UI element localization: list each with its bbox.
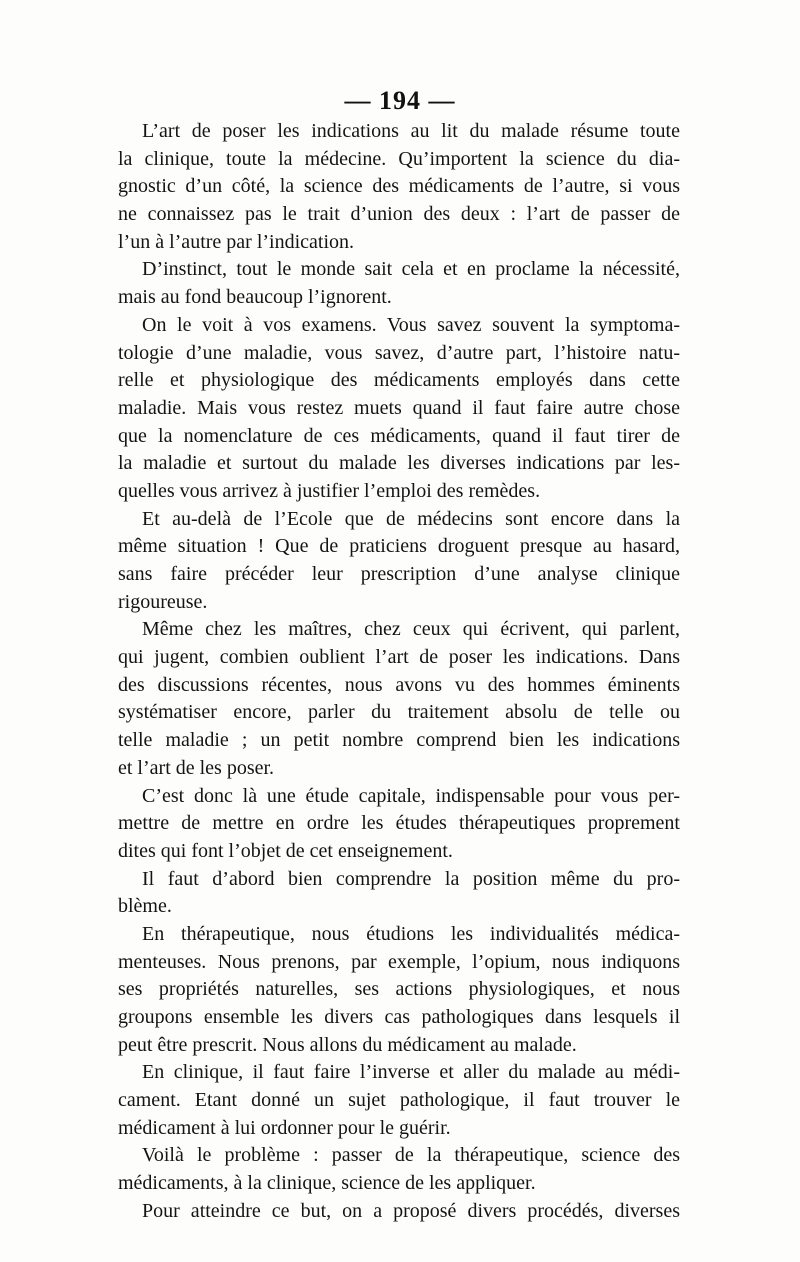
text-line: dites qui font l’objet de cet enseignement.: [118, 839, 453, 862]
text-line: ses propriétés naturelles, ses actions physiologiques, et nous: [118, 978, 680, 1001]
body-text: [118, 118, 680, 1226]
text-line: même situation ! Que de praticiens droguent presque au hasard,: [118, 535, 680, 558]
text-line: médicament à lui ordonner pour le guérir.: [118, 1116, 451, 1139]
text-line: En thérapeutique, nous étudions les individualités médica-: [142, 922, 680, 945]
text-line: mettre de mettre en ordre les études thérapeutiques proprement: [118, 812, 680, 835]
text-line: rigoureuse.: [118, 590, 208, 613]
text-line: menteuses. Nous prenons, par exemple, l’opium, nous indiquons: [118, 950, 680, 973]
text-line: D’instinct, tout le monde sait cela et en proclame la nécessité,: [142, 258, 680, 281]
text-line: groupons ensemble les divers cas pathologiques dans lesquels il: [118, 1006, 680, 1028]
page-number: — 194 —: [344, 86, 456, 115]
text-line: quelles vous arrivez à justifier l’emploi des remèdes.: [118, 479, 541, 502]
text-line: Il faut d’abord bien comprendre la position même du pro-: [142, 867, 680, 890]
text-line: et l’art de les poser.: [118, 756, 275, 779]
text-line: C’est donc là une étude capitale, indispensable pour vous per-: [142, 784, 680, 807]
text-line: systématiser encore, parler du traitement absolu de telle ou: [118, 701, 680, 724]
text-line: blème.: [118, 895, 172, 918]
text-line: l’un à l’autre par l’indication.: [118, 230, 355, 253]
text-line: gnostic d’un côté, la science des médicaments de l’autre, si vous: [118, 175, 680, 198]
text-line: maladie. Mais vous restez muets quand il faut faire autre chose: [118, 396, 680, 419]
text-line: tologie d’une maladie, vous savez, d’autre part, l’histoire natu-: [118, 341, 680, 364]
text-line: Voilà le problème : passer de la thérapeutique, science des: [142, 1144, 680, 1167]
text-line: On le voit à vos examens. Vous savez souvent la symptoma-: [142, 313, 680, 336]
text-line: des discussions récentes, nous avons vu des hommes éminents: [118, 673, 680, 696]
text-line: Pour atteindre ce but, on a proposé divers procédés, diverses: [142, 1199, 680, 1222]
text-line: telle maladie ; un petit nombre comprend bien les indications: [118, 729, 680, 752]
text-line: la clinique, toute la médecine. Qu’importent la science du dia-: [118, 147, 680, 170]
text-line: sans faire précéder leur prescription d’une analyse clinique: [118, 563, 680, 585]
text-line: qui jugent, combien oublient l’art de poser les indications. Dans: [118, 646, 680, 669]
text-line: peut être prescrit. Nous allons du médicament au malade.: [118, 1033, 577, 1056]
text-line: mais au fond beaucoup l’ignorent.: [118, 286, 392, 309]
text-line: ne connaissez pas le trait d’union des deux : l’art de passer de: [118, 203, 680, 226]
text-line: En clinique, il faut faire l’inverse et aller du malade au médi-: [142, 1061, 680, 1084]
text-line: que la nomenclature de ces médicaments, quand il faut tirer de: [118, 424, 680, 447]
text-line: Même chez les maîtres, chez ceux qui écrivent, qui parlent,: [142, 618, 680, 641]
text-line: Et au-delà de l’Ecole que de médecins sont encore dans la: [142, 507, 680, 530]
text-line: médicaments, à la clinique, science de les appliquer.: [118, 1172, 536, 1195]
text-line: la maladie et surtout du malade les diverses indications par les-: [118, 452, 680, 475]
text-line: cament. Etant donné un sujet pathologique, il faut trouver le: [118, 1089, 680, 1112]
text-line: relle et physiologique des médicaments employés dans cette: [118, 369, 680, 392]
text-line: L’art de poser les indications au lit du malade résume toute: [142, 120, 680, 142]
